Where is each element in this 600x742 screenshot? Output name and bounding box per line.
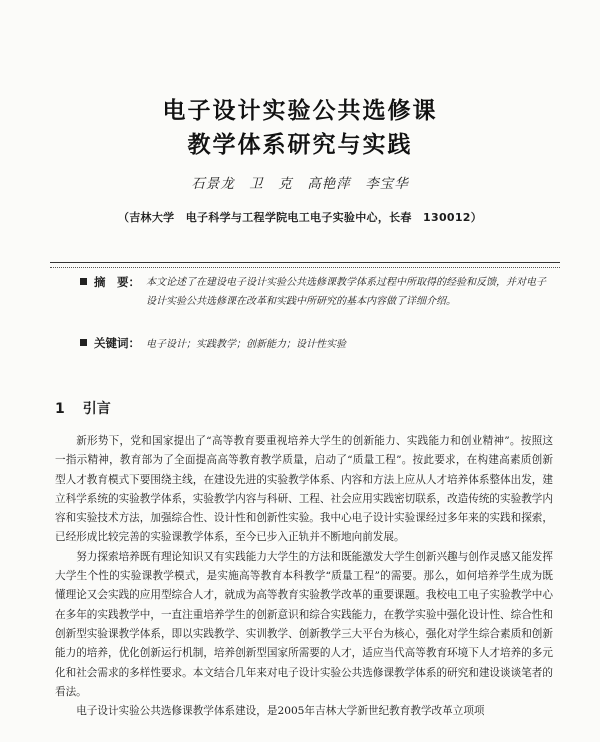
section-number: 1 [55, 401, 65, 417]
paragraph: 努力探索培养既有理论知识又有实践能力大学生的方法和既能激发大学生创新兴趣与创作灵感又能发挥大学生个性的实验课教学模式，是实施高等教育本科教学“质量工程”的需要。那么，如何培养学生成为既懂理论又会实践的应用型综合人才，就成为高等教育实验教学改革的重要课题。我校电工电子实验教学中心在多年的实践教学中，一直注重培养学生的创新意识和综合实践能力，在教学实验中强化设计性、综合性和创新型实验课教学体系，即以实践教学、实训教学、创新教学三大平台为核心，强化对学生综合素质和创新能力的培养，优化创新运行机制，培养创新型国家所需要的人才，适应当代高等教育环境下人才培养的多元化和社会需求的多样性要求。本文结合几年来对电子设计实验公共选修课教学体系的研究和建设谈谈笔者的看法。 [55, 550, 553, 698]
authors: 石景龙 卫 克 高艳萍 李宝华 [191, 176, 409, 192]
body-text [55, 432, 553, 721]
square-bullet-icon [80, 339, 87, 346]
section-heading [55, 398, 111, 418]
affiliation: （吉林大学 电子科学与工程学院电工电子实验中心，长春 130012） [117, 211, 483, 224]
keywords [80, 335, 550, 350]
square-bullet-icon [80, 278, 87, 285]
abstract-label: 摘 要： [80, 273, 148, 292]
paragraph: 电子设计实验公共选修课教学体系建设，是2005年吉林大学新世纪教育教学改革立项项 [76, 705, 485, 718]
divider-solid [50, 262, 560, 263]
paper-title-line1: 电子设计实验公共选修课 [162, 98, 438, 124]
section-title: 引言 [82, 401, 111, 417]
keywords-label: 关键词： [80, 335, 148, 351]
keywords-text: 电子设计；实践教学；创新能力；设计性实验 [146, 339, 346, 350]
paper-title-line2: 教学体系研究与实践 [187, 132, 413, 158]
paragraph: 新形势下，党和国家提出了“高等教育要重视培养大学生的创新能力、实践能力和创业精神”。按照这一指示精神，教育部为了全面提高高等教育教学质量，启动了“质量工程”。按此要求，在构建高素质创新型人才教育模式下要围绕主线，在建设先进的实验教学体系、内容和方法上应从人才培养体系整体出发，建立科学系统的实验教学体系，实验教学内容与科研、工程、社会应用实践密切联系，改造传统的实验教学内容和实验技术方法，加强综合性、设计性和创新性实验。我中心电子设计实验课经过多年来的实践和探索，已经形成比较完善的实验课教学体系，至今已步入正轨并不断地向前发展。 [55, 435, 553, 544]
abstract [80, 273, 550, 311]
abstract-text: 本文论述了在建设电子设计实验公共选修课教学体系过程中所取得的经验和反馈，并对电子设计实验公共选修课在改革和实践中所研究的基本内容做了详细介绍。 [146, 277, 546, 307]
divider-dotted [50, 267, 560, 268]
